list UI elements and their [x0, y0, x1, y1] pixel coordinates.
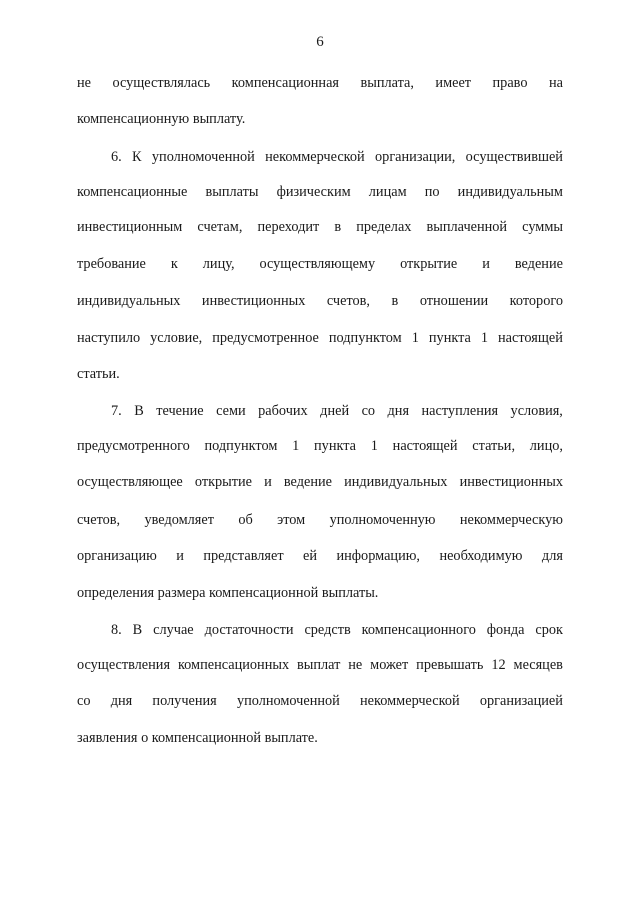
word: предусмотренное	[212, 330, 319, 346]
word: 12	[491, 657, 506, 673]
word: в	[334, 219, 342, 235]
word: компенсационных	[177, 657, 290, 673]
word: не	[77, 75, 91, 91]
word: открытие	[194, 474, 253, 490]
word: некоммерческой	[265, 149, 365, 165]
word: лицо,	[529, 438, 563, 454]
word: течение	[156, 403, 204, 419]
word: для	[541, 548, 563, 564]
word: отношении	[419, 293, 489, 309]
word: средств	[304, 622, 351, 638]
text-line	[77, 473, 563, 491]
word: 6.	[111, 149, 122, 165]
text-span: статьи.	[77, 366, 120, 382]
word: индивидуальных	[344, 474, 448, 490]
word: ей	[303, 548, 318, 564]
word: организацией	[479, 693, 563, 709]
word: счетам,	[197, 219, 243, 235]
word: может	[370, 657, 409, 673]
word: фонда	[486, 622, 525, 638]
word: 1	[370, 438, 378, 454]
word: переходит	[257, 219, 320, 235]
word: уведомляет	[144, 512, 214, 528]
word: организацию	[77, 548, 157, 564]
text-line	[77, 437, 563, 455]
text-line	[111, 402, 563, 420]
word: некоммерческой	[360, 693, 460, 709]
word: инвестиционных	[459, 474, 563, 490]
word: наступило	[77, 330, 141, 346]
word: 1	[411, 330, 419, 346]
text-span: компенсационную выплату.	[77, 111, 246, 127]
word: достаточности	[204, 622, 294, 638]
word: случае	[153, 622, 194, 638]
word: В	[132, 622, 143, 638]
word: не	[348, 657, 363, 673]
text-line	[77, 365, 563, 383]
word: пределах	[356, 219, 412, 235]
text-line	[77, 329, 563, 347]
text-line	[77, 255, 563, 273]
word: к	[170, 256, 178, 272]
word: подпунктом	[328, 330, 402, 346]
word: осуществившей	[465, 149, 563, 165]
word: представляет	[203, 548, 284, 564]
word: требование	[77, 256, 146, 272]
text-line	[77, 584, 563, 602]
word: В	[134, 403, 144, 419]
text-line	[77, 656, 563, 674]
word: получения	[152, 693, 217, 709]
word: необходимую	[439, 548, 523, 564]
word: рабочих	[258, 403, 308, 419]
word: организации,	[375, 149, 456, 165]
word: на	[548, 75, 563, 91]
text-line	[77, 511, 563, 529]
word: осуществлялась	[112, 75, 211, 91]
word: ведение	[283, 474, 332, 490]
word: уполномоченной	[236, 693, 340, 709]
word: срок	[535, 622, 563, 638]
word: 1	[480, 330, 489, 346]
word: со	[361, 403, 376, 419]
word: об	[238, 512, 253, 528]
word: физическим	[276, 184, 351, 200]
word: суммы	[522, 219, 563, 235]
text-span: определения размера компенсационной выплаты.	[77, 585, 379, 601]
word: настоящей	[498, 330, 563, 346]
text-line	[77, 547, 563, 565]
word: выплаты	[205, 184, 259, 200]
word: этом	[277, 512, 306, 528]
word: дней	[320, 403, 350, 419]
word: инвестиционных	[201, 293, 306, 309]
word: открытие	[400, 256, 458, 272]
word: настоящей	[392, 438, 458, 454]
text-line	[77, 218, 563, 236]
word: пункта	[314, 438, 357, 454]
word: условие,	[150, 330, 203, 346]
word: 8.	[111, 622, 122, 638]
word: условия,	[510, 403, 563, 419]
word: и	[176, 548, 184, 564]
word: индивидуальным	[457, 184, 563, 200]
word: семи	[216, 403, 246, 419]
word: со	[77, 693, 91, 709]
text-line	[77, 74, 563, 92]
word: 7.	[111, 403, 122, 419]
word: выплата,	[360, 75, 414, 91]
word: уполномоченной	[151, 149, 255, 165]
word: лицам	[368, 184, 407, 200]
word: дня	[110, 693, 133, 709]
word: осуществляющему	[259, 256, 376, 272]
word: лицу,	[202, 256, 235, 272]
word: выплат	[297, 657, 341, 673]
word: месяцев	[513, 657, 563, 673]
word: некоммерческую	[459, 512, 563, 528]
word: счетов,	[326, 293, 371, 309]
text-line	[77, 292, 563, 310]
text-line	[77, 183, 563, 201]
word: предусмотренного	[77, 438, 190, 454]
word: осуществляющее	[77, 474, 183, 490]
word: и	[264, 474, 272, 490]
word: в	[391, 293, 399, 309]
word: компенсационная	[231, 75, 340, 91]
word: имеет	[435, 75, 472, 91]
word: выплаченной	[426, 219, 508, 235]
word: право	[492, 75, 528, 91]
word: превышать	[416, 657, 484, 673]
word: пункта	[428, 330, 471, 346]
word: по	[424, 184, 440, 200]
word: индивидуальных	[77, 293, 181, 309]
text-line	[77, 729, 563, 747]
word: ведение	[514, 256, 563, 272]
word: осуществления	[77, 657, 171, 673]
word: К	[132, 149, 142, 165]
text-line	[77, 692, 563, 710]
word: и	[482, 256, 490, 272]
word: информацию,	[336, 548, 420, 564]
text-line	[77, 110, 563, 128]
word: компенсационные	[77, 184, 188, 200]
text-line	[111, 148, 563, 166]
word: подпунктом	[204, 438, 278, 454]
word: 1	[292, 438, 300, 454]
word: уполномоченную	[329, 512, 436, 528]
word: компенсационного	[361, 622, 476, 638]
page-number: 6	[316, 34, 324, 50]
word: наступления	[421, 403, 499, 419]
word: дня	[387, 403, 410, 419]
word: которого	[509, 293, 563, 309]
word: инвестиционным	[77, 219, 183, 235]
text-span: заявления о компенсационной выплате.	[77, 730, 318, 746]
word: статьи,	[472, 438, 516, 454]
text-line	[111, 621, 563, 639]
word: счетов,	[77, 512, 121, 528]
